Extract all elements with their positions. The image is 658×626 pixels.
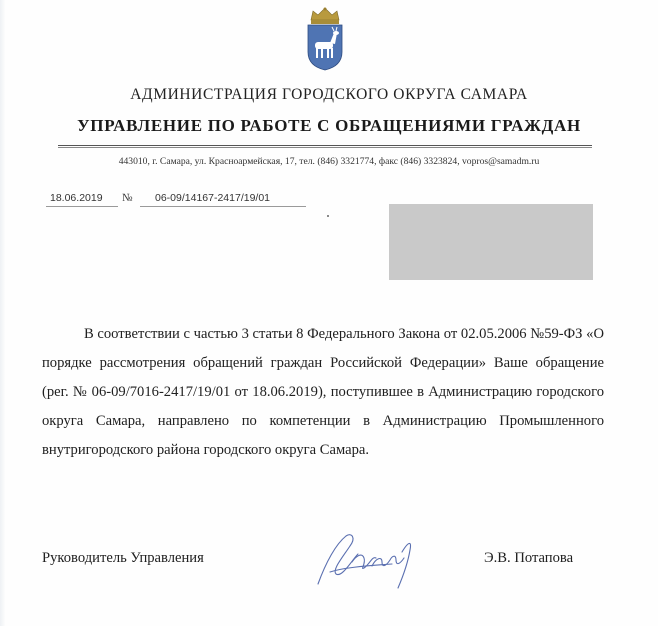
scan-speck <box>327 215 329 217</box>
redacted-recipient-block <box>389 204 593 280</box>
organization-title: АДМИНИСТРАЦИЯ ГОРОДСКОГО ОКРУГА САМАРА <box>130 86 528 103</box>
date-underline <box>46 206 118 207</box>
signer-title: Руководитель Управления <box>42 550 204 566</box>
department-title: УПРАВЛЕНИЕ ПО РАБОТЕ С ОБРАЩЕНИЯМИ ГРАЖДАН <box>77 116 581 135</box>
contact-address: 443010, г. Самара, ул. Красноармейская, 17, тел. (846) 3321774, факс (846) 3323824, vopros@samadm.ru <box>118 156 540 167</box>
handwritten-signature-icon <box>312 522 424 598</box>
signer-name: Э.В. Потапова <box>484 550 574 566</box>
letterhead-divider-thin <box>58 147 592 148</box>
letterhead-divider <box>58 145 592 146</box>
samara-coat-of-arms-icon <box>302 6 348 72</box>
letter-body <box>42 320 604 465</box>
body-paragraph: В соответствии с частью 3 статьи 8 Федерального Закона от 02.05.2006 №59-ФЗ «О порядке рассмотрения обращений граждан Российской Федерации» Ваше обращение (рег. № 06-09/7016-2417/19/01 от 18.06.2019), поступившее в Администрацию городского округа Самара, направлено по компетенции в Администрацию Промышленного внутригородского района городского округа Самара. <box>42 326 604 458</box>
registration-date: 18.06.2019 <box>50 192 103 204</box>
number-underline <box>140 206 306 207</box>
number-sign: № <box>122 192 133 204</box>
registration-number: 06-09/14167-2417/19/01 <box>155 192 271 204</box>
